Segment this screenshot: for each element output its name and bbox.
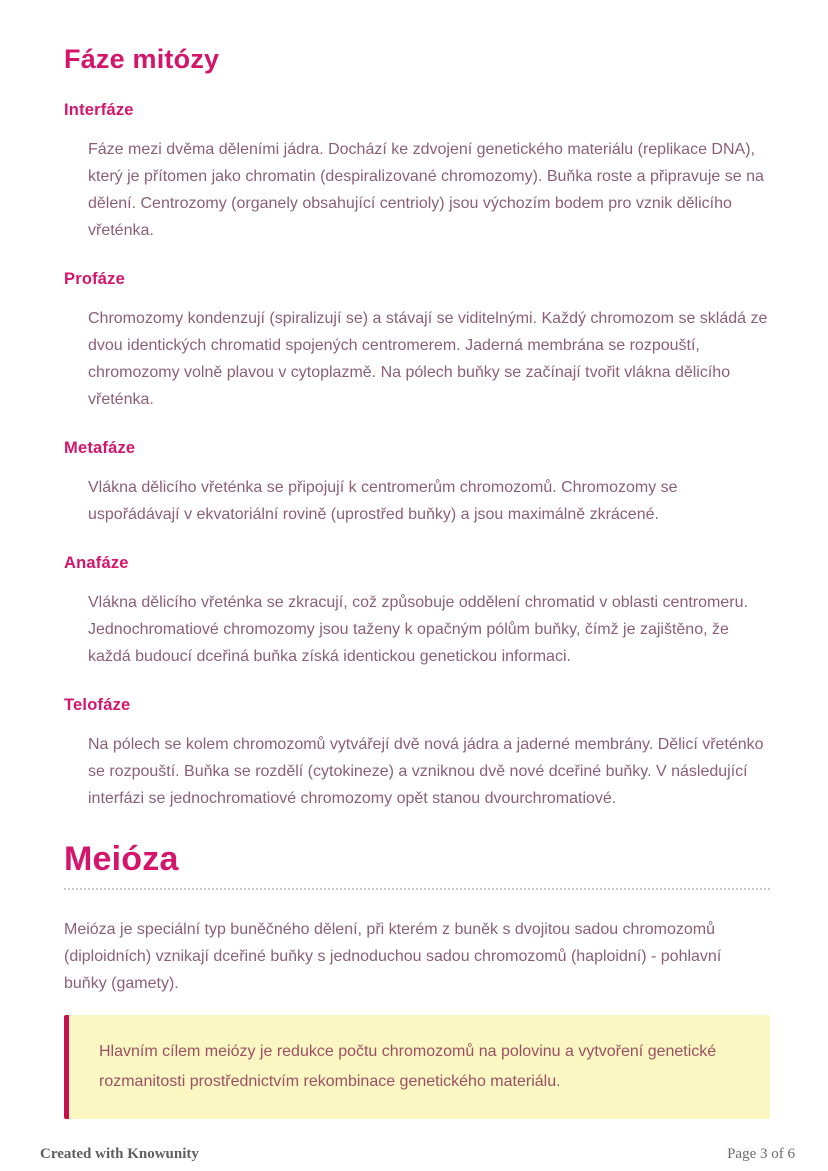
section-meioza xyxy=(64,842,770,1119)
page-footer xyxy=(0,1146,828,1163)
page-title: Fáze mitózy xyxy=(64,44,220,74)
section-heading-profaze: Profáze xyxy=(64,270,126,289)
section-telofaze xyxy=(64,696,770,812)
section-body-telofaze: Na pólech se kolem chromozomů vytvářejí dvě nová jádra a jaderné membrány. Dělicí vřeténko se rozpouští. Buňka se rozdělí (cytokineze) a vzniknou dvě nové dceřiné buňky. V následující interfázi se jednochromatiové chromozomy opět stanou dvourchromatiové. xyxy=(88,736,764,808)
section-heading-metafaze: Metafáze xyxy=(64,439,136,458)
section-anafaze xyxy=(64,554,770,670)
callout-text: Hlavním cílem meiózy je redukce počtu chromozomů na polovinu a vytvoření genetické rozmanitosti prostřednictvím rekombinace genetického materiálu. xyxy=(99,1042,717,1090)
section-heading-interfaze: Interfáze xyxy=(64,101,134,120)
callout-box xyxy=(64,1015,770,1119)
section-heading-telofaze: Telofáze xyxy=(64,696,131,715)
section-body-profaze: Chromozomy kondenzují (spiralizují se) a stávají se viditelnými. Každý chromozom se skládá ze dvou identických chromatid spojených centromerem. Jaderná membrána se rozpouští, chromozomy volně plavou v cytoplazmě. Na pólech buňky se začínají tvořit vlákna dělicího vřeténka. xyxy=(88,310,768,409)
section-profaze xyxy=(64,270,770,413)
section-interfaze xyxy=(64,101,770,244)
section-body-metafaze: Vlákna dělicího vřeténka se připojují k centromerům chromozomů. Chromozomy se uspořádávají v ekvatoriální rovině (uprostřed buňky) a jsou maximálně zkrácené. xyxy=(88,479,678,524)
footer-branding: Created with Knowunity xyxy=(40,1146,199,1162)
footer-page-number: Page 3 of 6 xyxy=(727,1146,795,1162)
section-body-interfaze: Fáze mezi dvěma děleními jádra. Dochází ke zdvojení genetického materiálu (replikace DNA), který je přítomen jako chromatin (despiralizované chromozomy). Buňka roste a připravuje se na dělení. Centrozomy (organely obsahující centrioly) jsou výchozím bodem pro vznik dělicího vřeténka. xyxy=(88,141,764,240)
section-metafaze xyxy=(64,439,770,528)
meioza-title: Meióza xyxy=(64,842,770,890)
section-body-anafaze: Vlákna dělicího vřeténka se zkracují, což způsobuje oddělení chromatid v oblasti centromeru. Jednochromatiové chromozomy jsou taženy k opačným pólům buňky, čímž je zajištěno, že každá budoucí dceřiná buňka získá identickou genetickou informaci. xyxy=(88,594,748,666)
meioza-intro: Meióza je speciální typ buněčného dělení, při kterém z buněk s dvojitou sadou chromozomů (diploidních) vznikají dceřiné buňky s jednoduchou sadou chromozomů (haploidní) - pohlavní buňky (gamety). xyxy=(64,920,722,992)
section-heading-anafaze: Anafáze xyxy=(64,554,129,573)
